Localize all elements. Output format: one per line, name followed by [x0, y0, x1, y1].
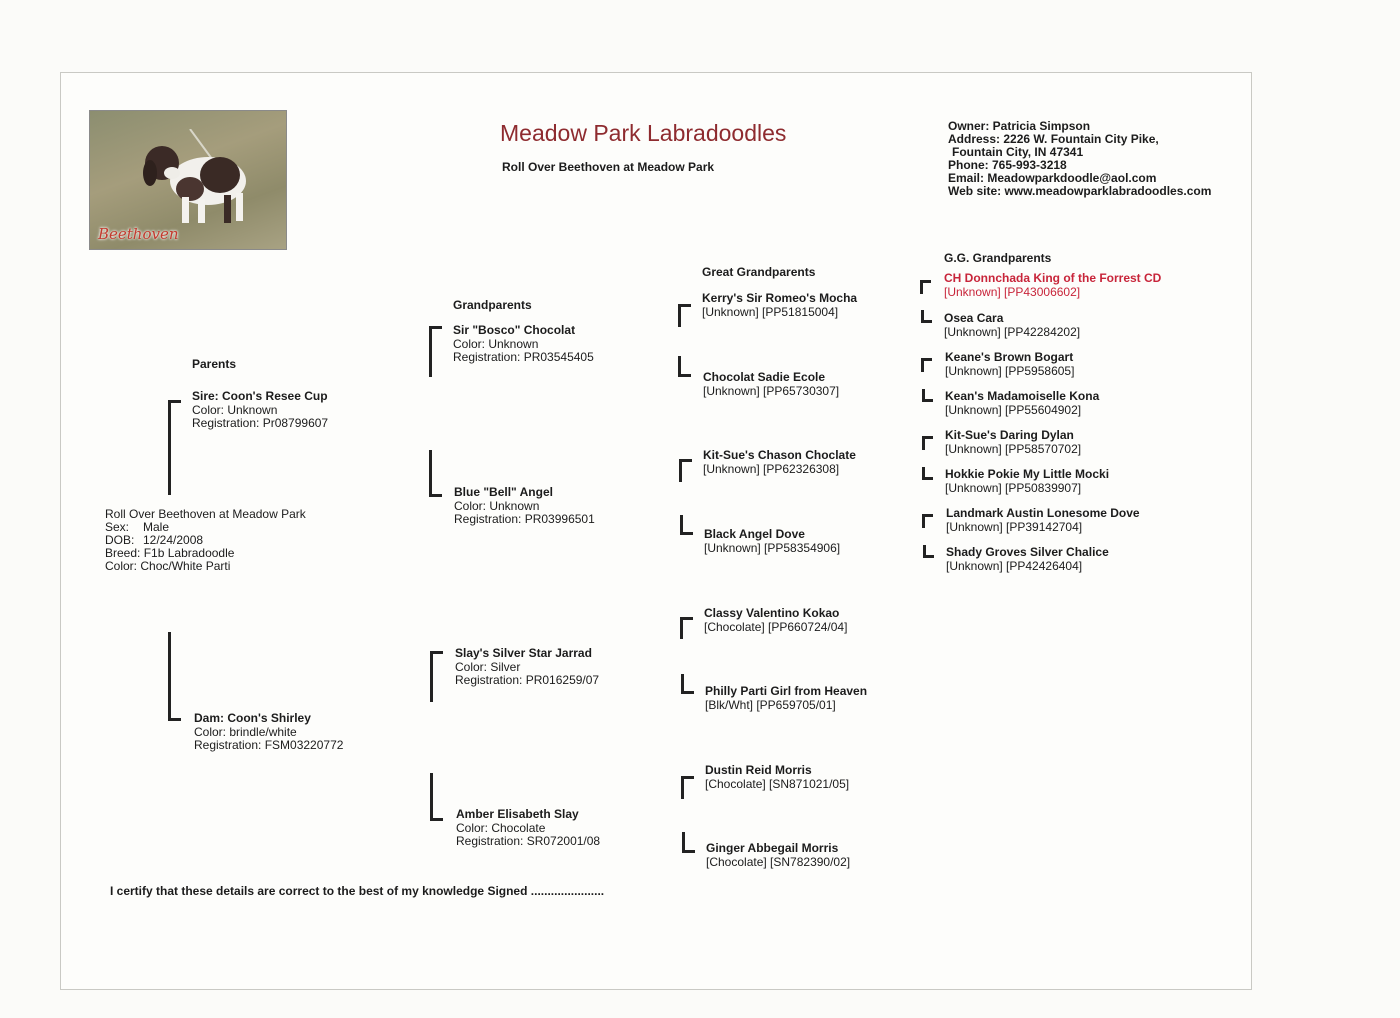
gggp-name: CH Donnchada King of the Forrest CD — [944, 271, 1162, 285]
ggp-name: Kerry's Sir Romeo's Mocha — [702, 291, 858, 305]
gggp-name: Shady Groves Silver Chalice — [946, 545, 1109, 559]
certification-line: I certify that these details are correct to the best of my knowledge Signed ...................... — [110, 884, 605, 898]
heading-grandparents: Grandparents — [453, 298, 532, 312]
ggp-bracket — [681, 776, 694, 799]
gggp-bracket — [920, 280, 931, 294]
gggp-detail: [Unknown] [PP5958605] — [945, 363, 1075, 378]
heading-great-grandparents: Great Grandparents — [702, 265, 816, 279]
parent-entry-sire — [192, 390, 328, 431]
ggp-detail: [Blk/Wht] [PP659705/01] — [705, 697, 836, 712]
parent-registration: Registration: FSM03220772 — [194, 738, 344, 752]
parent-name: Dam: Coon's Shirley — [194, 711, 311, 725]
gggp-detail: [Unknown] [PP55604902] — [945, 402, 1082, 417]
ggp-bracket — [678, 356, 691, 377]
dob-label: DOB: — [105, 533, 135, 547]
gg-grandparent-entry — [945, 429, 1081, 456]
ggp-detail: [Chocolate] [SN782390/02] — [706, 854, 851, 869]
owner-name: Owner: Patricia Simpson — [948, 119, 1091, 133]
dog-illustration — [120, 129, 260, 229]
parent-entry-dam — [194, 712, 343, 753]
grandparent-name: Slay's Silver Star Jarrad — [455, 646, 592, 660]
parent-registration: Registration: Pr08799607 — [192, 416, 329, 430]
color-value: Choc/White Parti — [140, 559, 231, 573]
great-grandparent-entry — [705, 764, 849, 791]
grandparent-entry — [456, 808, 600, 849]
gg-grandparent-entry — [946, 546, 1109, 573]
kennel-name: Meadow Park Labradoodles — [500, 120, 787, 146]
grandparent-entry — [455, 647, 599, 688]
photo-caption: Beethoven — [98, 225, 179, 243]
owner-info — [948, 120, 1211, 198]
gggp-bracket — [922, 436, 933, 450]
ggp-bracket — [681, 674, 694, 694]
heading-parents: Parents — [192, 357, 237, 371]
ggp-name: Black Angel Dove — [704, 527, 805, 541]
ggp-name: Classy Valentino Kokao — [704, 606, 840, 620]
color-label: Color: — [105, 559, 138, 573]
gggp-name: Kit-Sue's Daring Dylan — [945, 428, 1074, 442]
owner-email: Email: Meadowparkdoodle@aol.com — [948, 171, 1157, 185]
grandparent-name: Sir "Bosco" Chocolat — [453, 323, 576, 337]
grandparent-name: Blue "Bell" Angel — [454, 485, 553, 499]
ggp-name: Chocolat Sadie Ecole — [703, 370, 826, 384]
ggp-bracket — [682, 832, 695, 853]
gggp-detail: [Unknown] [PP43006602] — [944, 284, 1081, 299]
gggp-name: Keane's Brown Bogart — [945, 350, 1074, 364]
gggp-name: Osea Cara — [944, 311, 1004, 325]
grandparent-color: Color: Silver — [455, 659, 521, 674]
dog-photo — [89, 110, 287, 250]
sex-label: Sex: — [105, 520, 130, 534]
grandparent-registration: Registration: PR03996501 — [454, 512, 595, 526]
ggp-bracket — [679, 459, 692, 482]
sire-bracket — [168, 400, 181, 495]
subject-dog — [105, 508, 306, 573]
grandparent-color: Color: Chocolate — [456, 820, 546, 835]
great-grandparent-entry — [704, 607, 847, 634]
ggp-bracket — [680, 515, 693, 535]
gg-grandparent-entry-highlighted — [944, 272, 1161, 299]
ggp-detail: [Unknown] [PP62326308] — [703, 461, 840, 476]
ggp-name: Philly Parti Girl from Heaven — [705, 684, 868, 698]
gggp-detail: [Unknown] [PP58570702] — [945, 441, 1082, 456]
ggp-detail: [Chocolate] [PP660724/04] — [704, 619, 848, 634]
ggp-bracket — [680, 617, 693, 639]
great-grandparent-entry — [702, 292, 857, 319]
ggp-name: Ginger Abbegail Morris — [706, 841, 839, 855]
gggp-name: Landmark Austin Lonesome Dove — [946, 506, 1140, 520]
gg-grandparent-entry — [945, 468, 1109, 495]
dam-bracket — [168, 632, 181, 721]
ggp-bracket — [678, 304, 691, 327]
great-grandparent-entry — [705, 685, 867, 712]
breed-value: F1b Labradoodle — [143, 546, 235, 560]
gg-grandparent-entry — [946, 507, 1140, 534]
dob-value: 12/24/2008 — [143, 533, 204, 547]
gggp-name: Kean's Madamoiselle Kona — [945, 389, 1100, 403]
parent-color: Color: Unknown — [192, 402, 278, 417]
grandparent-entry — [454, 486, 595, 527]
parent-name: Sire: Coon's Resee Cup — [192, 389, 328, 403]
gggp-name: Hokkie Pokie My Little Mocki — [945, 467, 1110, 481]
gggp-bracket — [922, 467, 933, 480]
ggp-name: Kit-Sue's Chason Choclate — [703, 448, 856, 462]
parent-color: Color: brindle/white — [194, 724, 297, 739]
gp-bracket-2 — [429, 450, 442, 497]
gggp-detail: [Unknown] [PP50839907] — [945, 480, 1082, 495]
gggp-bracket — [922, 514, 933, 528]
grandparent-entry — [453, 324, 594, 365]
great-grandparent-entry — [703, 371, 839, 398]
gggp-bracket — [921, 358, 932, 372]
gggp-bracket — [923, 545, 934, 558]
grandparent-registration: Registration: PR03545405 — [453, 350, 594, 364]
great-grandparent-entry — [704, 528, 840, 555]
ggp-detail: [Unknown] [PP51815004] — [702, 304, 839, 319]
grandparent-color: Color: Unknown — [453, 336, 539, 351]
gggp-detail: [Unknown] [PP42284202] — [944, 324, 1081, 339]
breed-label: Breed: — [105, 546, 141, 560]
great-grandparent-entry — [703, 449, 856, 476]
gggp-bracket — [922, 389, 933, 402]
owner-phone: Phone: 765-993-3218 — [948, 158, 1067, 172]
gp-bracket-3 — [430, 651, 443, 702]
great-grandparent-entry — [706, 842, 850, 869]
gggp-bracket — [921, 310, 932, 323]
grandparent-name: Amber Elisabeth Slay — [456, 807, 579, 821]
ggp-detail: [Chocolate] [SN871021/05] — [705, 776, 850, 791]
grandparent-registration: Registration: PR016259/07 — [455, 673, 600, 687]
gp-bracket-4 — [430, 773, 443, 821]
gggp-detail: [Unknown] [PP39142704] — [946, 519, 1083, 534]
sex-value: Male — [143, 520, 170, 534]
gg-grandparent-entry — [945, 351, 1074, 378]
gggp-detail: [Unknown] [PP42426404] — [946, 558, 1083, 573]
grandparent-registration: Registration: SR072001/08 — [456, 834, 601, 848]
ggp-name: Dustin Reid Morris — [705, 763, 812, 777]
owner-address-line2: Fountain City, IN 47341 — [952, 145, 1084, 159]
gg-grandparent-entry — [944, 312, 1080, 339]
ggp-detail: [Unknown] [PP58354906] — [704, 540, 841, 555]
ggp-detail: [Unknown] [PP65730307] — [703, 383, 840, 398]
gg-grandparent-entry — [945, 390, 1099, 417]
owner-address-line1: Address: 2226 W. Fountain City Pike, — [948, 132, 1159, 146]
heading-gg-grandparents: G.G. Grandparents — [944, 251, 1052, 265]
grandparent-color: Color: Unknown — [454, 498, 540, 513]
owner-website: Web site: www.meadowparklabradoodles.com — [948, 184, 1212, 198]
dog-title: Roll Over Beethoven at Meadow Park — [502, 160, 715, 174]
gp-bracket-1 — [429, 326, 442, 377]
subject-name: Roll Over Beethoven at Meadow Park — [105, 507, 306, 521]
